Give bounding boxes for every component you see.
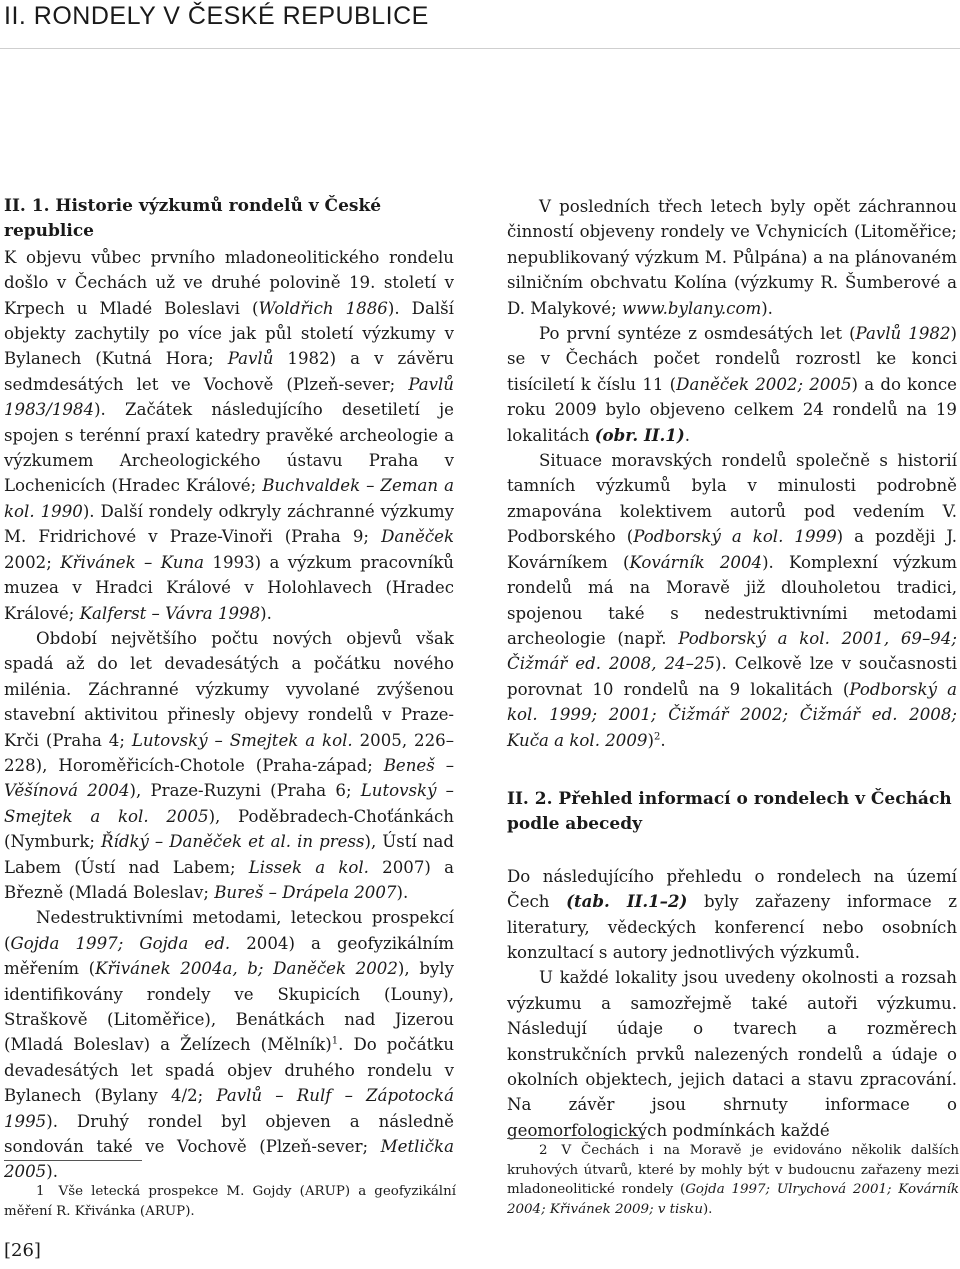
footnote-ref: 2	[653, 731, 661, 742]
footnote: 1 Vše letecká prospekce M. Gojdy (ARUP) a geofyzikální měření R. Křivánka (ARUP).	[4, 1184, 456, 1219]
footnote-rule	[507, 1138, 645, 1139]
paragraph: Nedestruktivními metodami, leteckou prospekcí (Gojda 1997; Gojda ed. 2004) a geofyzikálním měřením (Křivánek 2004a, b; Daněček 2002), byly identifikovány rondely ve Skupicích (Louny), Straškově (Litoměřice), Benátkách nad Jizerou (Mladá Boleslav) a Želízech (Mělník)$^1$. Do počátku devadesátých let spadá objev druhého rondelu v Bylanech (Bylany 4/2; Pavlů – Rulf – Zápotocká 1995). Druhý rondel byl objeven a následně sondován také ve Vochově (Plzeň-sever; Metlička 2005).	[4, 908, 455, 1182]
paragraph: V posledních třech letech byly opět záchrannou činností objeveny rondely ve Vchynicích (Litoměřice; nepublikovaný výzkum M. Půlpána) a na plánovaném silničním obchvatu Kolína (výzkumy R. Šumberové a D. Malykové; www.bylany.com).	[507, 197, 957, 318]
right-column	[507, 194, 957, 1143]
paragraph: Do následujícího přehledu o rondelech na území Čech (tab. II.1–2) byly zařazeny informace z literatury, vědeckých konferencí nebo osobních konzultací s autory jednotlivých výzkumů.	[507, 866, 958, 962]
page-number: [26]	[4, 1240, 41, 1261]
running-head: II. RONDELY V ČESKÉ REPUBLICE	[4, 2, 429, 30]
section-heading-overview: II. 2. Přehled informací o rondelech v Čechách podle abecedy	[507, 788, 952, 835]
section-heading-history: II. 1. Historie výzkumů rondelů v České republice	[4, 196, 382, 242]
paragraph: Po první syntéze z osmdesátých let (Pavlů 1982) se v Čechách počet rondelů rozrostl ke konci tisíciletí k číslu 11 (Daněček 2002; 2005) a do konce roku 2009 bylo objeveno celkem 24 rondelů na 19 lokalitách (obr. II.1).	[507, 324, 958, 445]
paragraph: Období největšího počtu nových objevů však spadá až do let devadesátých a počátku nového milénia. Záchranné výzkumy vyvolané zvýšenou stavební aktivitou přinesly objevy rondelů v Praze-Krči (Praha 4; Lutovský – Smejtek a kol. 2005, 226–228), Horoměřicích-Chotole (Praha-západ; Beneš – Věšínová 2004), Praze-Ruzyni (Praha 6; Lutovský – Smejtek a kol. 2005), Poděbradech-Choťánkách (Nymburk; Řídký – Daněček et al. in press), Ústí nad Labem (Ústí nad Labem; Lissek a kol. 2007) a Březně (Mladá Boleslav; Bureš – Drápela 2007).	[4, 628, 454, 902]
paragraph: Situace moravských rondelů společně s historií tamních výzkumů byla v minulosti podrobně zmapována kolektivem autorů pod vedením V. Podborského (Podborský a kol. 1999) a později J. Kovárníkem (Kovárník 2004). Komplexní výzkum rondelů má na Moravě již dlouholetou tradici, spojenou také s nedestruktivními metodami archeologie (např. Podborský a kol. 2001, 69–94; Čižmář ed. 2008, 24–25). Celkově lze v současnosti porovnat 10 rondelů na 9 lokalitách (Podborský a kol. 1999; 2001; Čižmář 2002; Čižmář ed. 2008; Kuča a kol. 2009)$^2$.	[507, 451, 957, 750]
header-rule	[0, 48, 960, 49]
footnote: 2 V Čechách i na Moravě je evidováno několik dalších kruhových útvarů, které by mohly být v budoucnu zařazeny mezi mladoneolitické rondely (Gojda 1997; Ulrychová 2001; Kovárník 2004; Křivánek 2009; v tisku).	[507, 1143, 959, 1217]
footnote-ref: 1	[331, 1035, 339, 1047]
paragraph: U každé lokality jsou uvedeny okolnosti a rozsah výzkumu a samozřejmě také autoři výzkumu. Následují údaje o tvarech a rozměrech konstrukčních prvků nalezených rondelů a údaje o okolních objektech, jejich dataci a stavu zpracování. Na závěr jsou shrnuty informace o geomorfologických podmínkách každé	[507, 968, 957, 1140]
footnote-rule	[4, 1160, 142, 1161]
left-column	[4, 194, 454, 1185]
paragraph: K objevu vůbec prvního mladoneolitického rondelu došlo v Čechách už ve druhé polovině 19. století v Krpech u Mladé Boleslavi (Woldřich 1886). Další objekty zachytily po více jak půl století výzkumy v Bylanech (Kutná Hora; Pavlů 1982) a v závěru sedmdesátých let ve Vochově (Plzeň-sever; Pavlů 1983/1984). Začátek následujícího desetiletí je spojen s terénní praxí katedry pravěké archeologie a výzkumem Archeologického ústavu Praha v Lochenicích (Hradec Králové; Buchvaldek – Zeman a kol. 1990). Další rondely odkryly záchranné výzkumy M. Fridrichové v Praze-Vinoři (Praha 9; Daněček 2002; Křivánek – Kuna 1993) a výzkum pracovníků muzea v Hradci Králové v Holohlavech (Hradec Králové; Kalferst – Vávra 1998).	[4, 247, 454, 623]
